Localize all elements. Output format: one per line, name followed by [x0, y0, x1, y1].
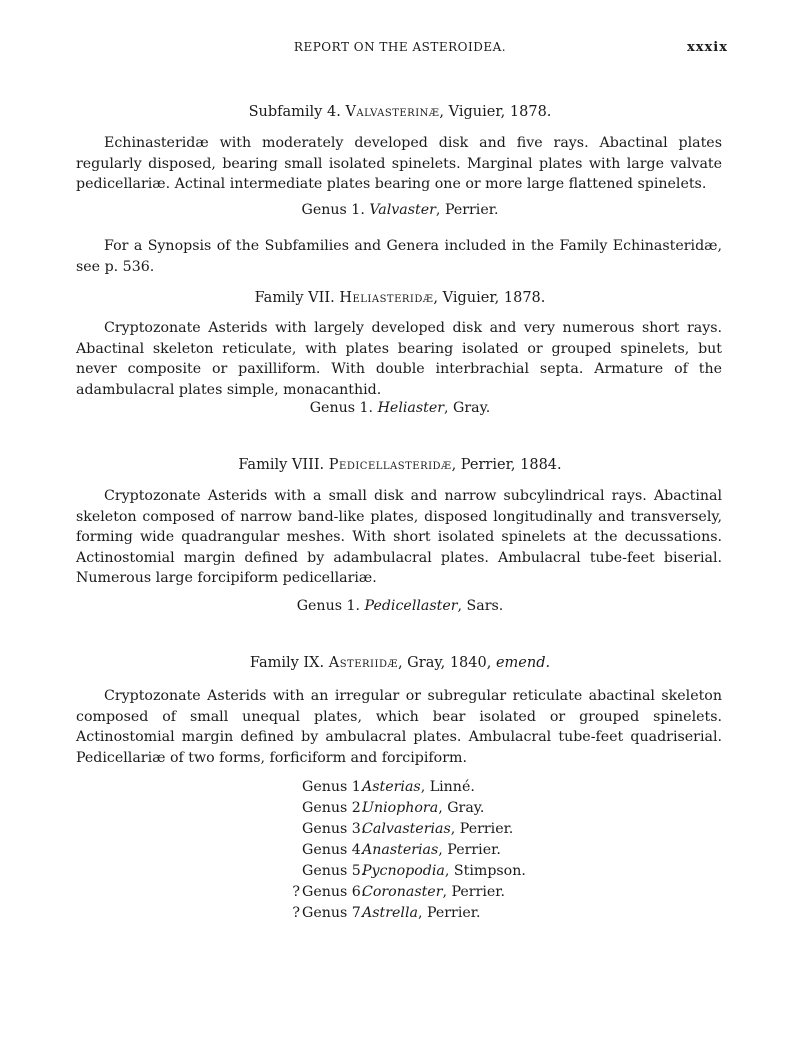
taxon-name: Valvasterinæ	[345, 104, 440, 120]
genus-name: Asterias	[362, 779, 421, 795]
heading-suffix: , Viguier, 1878.	[439, 104, 552, 120]
uncertain-marker	[284, 777, 302, 798]
heading-suffix: , Perrier, 1884.	[451, 457, 562, 473]
genus-name: Calvasterias	[362, 821, 451, 837]
description-valvasterinae: Echinasteridæ with moderately developed disk and five rays. Abactinal plates regularly disposed, bearing small isolated spinelets. Marginal plates with large valvate pedicellariæ. Actinal intermediate plates bearing one or more large flattened spinelets.	[76, 135, 722, 193]
genus-name: Valvaster	[369, 202, 436, 218]
genus-label: Genus 2.	[302, 800, 366, 816]
list-item	[284, 798, 526, 819]
genus-author: , Stimpson.	[444, 863, 526, 879]
heading-valvasterinae	[0, 104, 800, 120]
taxon-name: Asteriidæ	[328, 655, 398, 671]
running-title: REPORT ON THE ASTEROIDEA.	[293, 40, 507, 54]
emend-note: emend.	[495, 655, 551, 671]
heading-suffix: , Viguier, 1878.	[433, 290, 546, 306]
genus-label: Genus 1.	[302, 779, 366, 795]
genus-label: Genus 1.	[296, 598, 365, 614]
genus-author: , Perrier.	[442, 884, 506, 900]
uncertain-marker: ?	[292, 905, 300, 921]
genus-author: , Gray.	[438, 800, 485, 816]
heading-suffix: , Gray, 1840,	[397, 655, 496, 671]
genus-heliaster	[0, 400, 800, 416]
synopsis-note: For a Synopsis of the Subfamilies and Genera included in the Family Echinasteridæ, see p. 536.	[76, 238, 722, 275]
genus-label: Genus 4.	[302, 842, 366, 858]
uncertain-marker	[284, 798, 302, 819]
genus-author: , Perrier.	[450, 821, 514, 837]
list-item	[284, 861, 526, 882]
description-heliasteridae: Cryptozonate Asterids with largely developed disk and very numerous short rays. Abactinal skeleton reticulate, with plates bearing isolated or grouped spinelets, but never composite or paxilliform. With double interbrachial septa. Armature of the adambulacral plates simple, monacanthid.	[76, 320, 722, 398]
genus-name: Pycnopodia	[362, 863, 445, 879]
genus-label: Genus 7.	[302, 905, 366, 921]
genus-name: Pedicellaster	[364, 598, 458, 614]
genus-label: Genus 1.	[301, 202, 370, 218]
genus-label: Genus 3.	[302, 821, 366, 837]
list-item	[284, 819, 526, 840]
description-pedicellasteridae: Cryptozonate Asterids with a small disk and narrow subcylindrical rays. Abactinal skeleton composed of narrow band-like plates, disposed longitudinally and transversely, forming wide quadrangular meshes. With short isolated spinelets at the decussations. Actinostomial margin defined by adambulacral plates. Ambulacral tube-feet biserial. Numerous large forcipiform pedicellariæ.	[76, 488, 722, 587]
heading-prefix: Subfamily 4.	[248, 104, 346, 120]
uncertain-marker	[284, 819, 302, 840]
taxon-name: Pedicellasteridæ	[328, 457, 452, 473]
genus-name: Coronaster	[362, 884, 443, 900]
heading-prefix: Family IX.	[249, 655, 329, 671]
genus-author: , Gray.	[444, 400, 491, 416]
heading-asteriidae	[0, 655, 800, 671]
genus-label: Genus 5.	[302, 863, 366, 879]
genus-name: Heliaster	[377, 400, 445, 416]
list-item	[284, 882, 526, 903]
genus-valvaster	[0, 202, 800, 218]
genus-list	[284, 777, 526, 924]
genus-label: Genus 1.	[309, 400, 378, 416]
taxon-name: Heliasteridæ	[339, 290, 434, 306]
list-item	[284, 777, 526, 798]
genus-pedicellaster	[0, 598, 800, 614]
genus-name: Astrella	[362, 905, 418, 921]
genus-author: , Linné.	[420, 779, 475, 795]
heading-pedicellasteridae	[0, 457, 800, 473]
uncertain-marker	[284, 840, 302, 861]
list-item	[284, 840, 526, 861]
genus-label: Genus 6.	[302, 884, 366, 900]
heading-prefix: Family VIII.	[238, 457, 329, 473]
list-item	[284, 903, 526, 924]
running-head	[0, 40, 800, 60]
genus-author: , Perrier.	[417, 905, 481, 921]
genus-name: Anasterias	[362, 842, 439, 858]
heading-heliasteridae	[0, 290, 800, 306]
genus-author: , Sars.	[457, 598, 504, 614]
genus-name: Uniophora	[362, 800, 439, 816]
uncertain-marker	[284, 861, 302, 882]
description-asteriidae: Cryptozonate Asterids with an irregular or subregular reticulate abactinal skeleton composed of small unequal plates, which bear isolated or grouped spinelets. Actinostomial margin defined by ambulacral plates. Ambulacral tube-feet quadriserial. Pedicellariæ of two forms, forficiform and forcipiform.	[76, 688, 722, 766]
heading-prefix: Family VII.	[254, 290, 340, 306]
uncertain-marker: ?	[292, 884, 300, 900]
genus-author: , Perrier.	[438, 842, 501, 858]
page-number: xxxix	[687, 40, 728, 55]
genus-author: , Perrier.	[435, 202, 499, 218]
